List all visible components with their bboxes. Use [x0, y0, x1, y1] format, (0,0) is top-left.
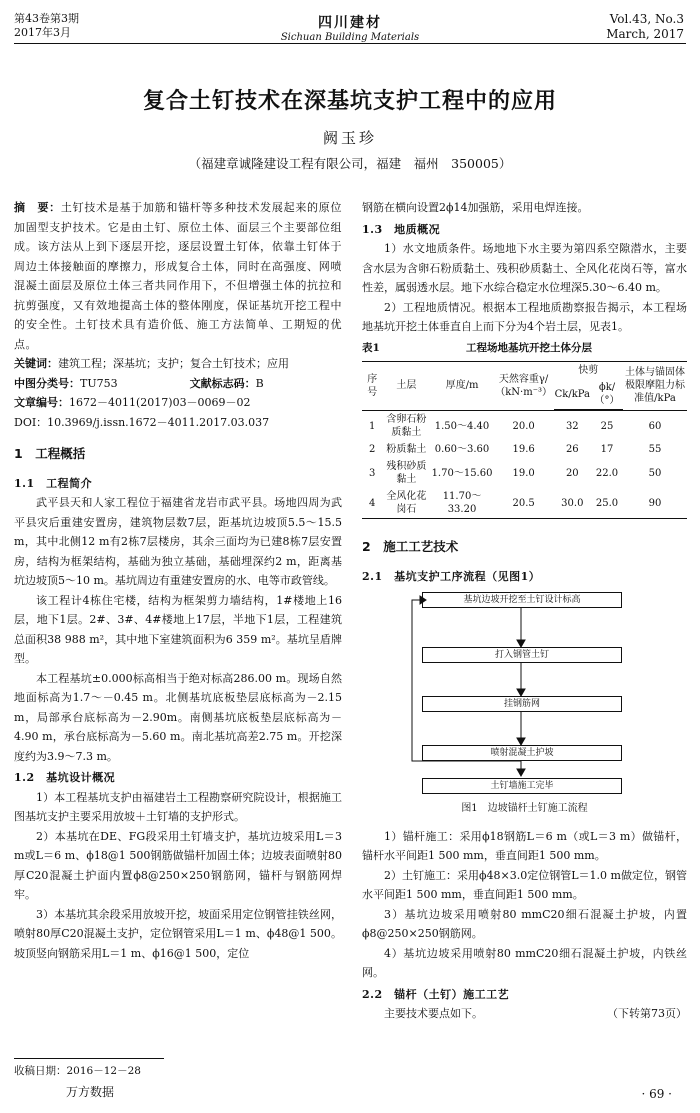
paragraph: 4）基坑边坡采用喷射80 mmC20细石混凝土护坡，内铁丝网。	[362, 946, 687, 979]
flow-arrows	[362, 592, 687, 797]
paragraph: 钢筋在横向设置2ϕ14加强筋，采用电焊连接。	[362, 201, 589, 214]
affiliation: （福建章诚隆建设工程有限公司，福建 福州 350005）	[188, 156, 512, 171]
paragraph: 3）基坑边坡采用喷射80 mmC20细石混凝土护坡，内置ϕ8@250×250钢筋网。	[362, 907, 687, 940]
volume-cn: 第43卷第3期	[14, 12, 79, 25]
th-no: 序号	[367, 373, 378, 398]
wanfang-watermark: 万方数据	[66, 1085, 115, 1099]
cell: 50	[648, 467, 662, 479]
volume-en: Vol.43, No.3	[609, 12, 684, 26]
th-thickness: 厚度/m	[445, 380, 479, 392]
header-volume-en	[606, 12, 684, 42]
cell: 19.0	[512, 467, 535, 479]
soil-layer-table	[362, 361, 687, 519]
journal-logo	[262, 12, 438, 43]
flow-step-shotcrete: 喷射混凝土护坡	[422, 745, 622, 761]
abstract-text: 土钉技术是基于加筋和锚杆等多种技术发展起来的原位加固型支护技术。它是由土钉、原位土体、面层三个主要部位组成。该方法从上到下逐层开挖，逐层设置土钉体，依靠土钉体于周边土体接触面的摩擦力，形成复合土体，同时在高强度、网喷混凝土面层及原位土体三者共同作用下，不但增强土体的抗拉和抗剪强度，又有效地提高土体的整体刚度，保证基坑开挖工程中的安全性。土钉技术具有造价低、施工方法简单、工期短的优点。	[14, 201, 342, 351]
section-2-heading: 2 施工工艺技术	[362, 539, 459, 554]
th-quick-shear: 快剪	[578, 365, 599, 376]
logo-en: Sichuan Building Materials	[280, 32, 420, 43]
table-row	[362, 441, 687, 458]
date-cn: 2017年3月	[14, 26, 71, 39]
cell: 19.6	[512, 444, 535, 455]
th-ck: Ck/kPa	[554, 379, 591, 410]
paragraph: 3）本基坑其余段采用放坡开挖，坡面采用定位钢管挂铁丝网，喷射80厚C20混凝土支护，定位钢管采用L＝1 m、ϕ48@1 500。坡顶竖向钢筋采用L＝1 m、ϕ16@1 500，定位	[14, 907, 342, 960]
section-2-2-heading: 2.2 锚杆（土钉）施工工艺	[362, 987, 510, 1001]
cell: 25.0	[595, 497, 619, 509]
paragraph: 2）土钉施工：采用ϕ48×3.0定位钢管L＝1.0 m做定位，钢管水平间距1 500 mm，垂直间距1 500 mm。	[362, 868, 687, 901]
cell: 1	[369, 420, 376, 432]
keywords	[14, 354, 342, 374]
cell: 20	[565, 467, 579, 479]
table-row	[362, 458, 687, 488]
date-en: March, 2017	[606, 27, 684, 41]
cell: 20.0	[512, 420, 535, 432]
clc-label: 中图分类号：	[14, 376, 80, 390]
left-column	[14, 198, 342, 963]
cell: 2	[369, 444, 376, 455]
paragraph: 武平县天和人家工程位于福建省龙岩市武平县。场地四周为武平县灾后重建安置房，建筑物层数7层，距基坑边坡顶5.5～15.5 m，其中北侧12 m有2栋7层楼房，其余三面均为已建8栋7层安置房，结构为框架结构，基础为独立基础，基础埋深约2 m，距离基坑边坡顶5～10 m。基坑周边有重建安置房的水、电等市政管线。	[14, 496, 342, 587]
cell: 17	[600, 444, 614, 455]
cell: 20.5	[512, 497, 535, 509]
doc-code-value: B	[255, 376, 264, 390]
paragraph: 本工程基坑±0.000标高相当于绝对标高286.00 m。现场自然地面标高为1.7～－0.45 m。北侧基坑底板垫层底标高为－2.15 m，局部承台底标高为－2.90m。南侧基坑底板垫层底标高为－4.90 m，承台底标高为－5.60 m。南北基坑高差2.75 m。开挖深度约为3.9～7.3 m。	[14, 671, 342, 763]
paragraph-with-continuation	[362, 1004, 687, 1024]
cell: 60	[648, 420, 662, 432]
article-no-label: 文章编号：	[14, 396, 69, 409]
section-1-heading: 1 工程概括	[14, 446, 86, 461]
th-unit-weight: 天然容重γ/（kN·m⁻³）	[495, 373, 552, 398]
cell: 22.0	[595, 467, 619, 479]
flow-diagram	[362, 592, 687, 797]
cell: 26	[565, 444, 579, 455]
keywords-text: 建筑工程；深基坑；支护；复合土钉技术；应用	[58, 357, 289, 370]
cell: 4	[369, 497, 376, 509]
cell: 0.60～3.60	[434, 444, 490, 455]
table-title: 工程场地基坑开挖土体分层	[466, 341, 592, 354]
table-number: 表1	[362, 341, 380, 354]
flow-step-drive-nails: 打入钢管土钉	[422, 647, 622, 663]
footnote-rule	[14, 1058, 164, 1059]
classification	[14, 374, 342, 394]
abstract-label: 摘 要：	[14, 201, 61, 214]
section-1-2-heading: 1.2 基坑设计概况	[14, 771, 116, 784]
section-1-1-heading: 1.1 工程简介	[14, 476, 93, 490]
abstract	[14, 198, 342, 354]
doi: DOI：10.3969/j.issn.1672－4011.2017.03.037	[14, 415, 270, 429]
logo-text: 四川建材	[318, 15, 382, 31]
article-number	[14, 393, 342, 413]
paragraph: 1）锚杆施工：采用ϕ18钢筋L＝6 m（或L＝3 m）做锚杆，锚杆水平间距1 500 mm，垂直间距1 500 mm。	[362, 829, 687, 862]
paragraph: 1）水文地质条件。场地地下水主要为第四系空隙潜水，主要含水层为含卵石粉质黏土、残积砂质黏土、全风化花岗石等，富水性差，属弱透水层。地下水综合稳定水位埋深5.30～6.40 m。	[362, 242, 687, 294]
section-1-3-heading: 1.3 地质概况	[362, 222, 441, 236]
cell: 90	[648, 497, 662, 509]
table-row	[362, 488, 687, 519]
cell: 残积砂质黏土	[386, 461, 427, 485]
flow-step-excavate: 基坑边坡开挖至土钉设计标高	[422, 592, 622, 608]
page-number: · 69 ·	[641, 1087, 672, 1101]
continued-note: （下转第73页）	[607, 1007, 687, 1020]
paragraph: 主要技术要点如下。	[384, 1007, 483, 1020]
received-date: 收稿日期：2016－12－28	[14, 1065, 141, 1077]
cell: 55	[648, 444, 662, 455]
cell: 1.50～4.40	[434, 420, 490, 432]
header-rule	[14, 43, 686, 44]
table-caption	[362, 339, 687, 359]
cell: 含卵石粉质黏土	[386, 414, 427, 438]
paper-title: 复合土钉技术在深基坑支护工程中的应用	[142, 89, 557, 114]
cell: 25	[600, 420, 614, 432]
cell: 粉质黏土	[386, 444, 427, 455]
paragraph: 该工程计4栋住宅楼，结构为框架剪力墙结构，1#楼地上16层，地下1层。2#、3#、4#楼地上17层，半地下1层，工程建筑总面积38 988 m²，其中地下室建筑面积为6 359 m²。基坑呈盾牌型。	[14, 593, 342, 665]
keywords-label: 关键词：	[14, 357, 58, 370]
cell: 3	[369, 467, 376, 479]
figure-caption: 图1 边坡锚杆土钉施工流程	[461, 803, 588, 814]
section-2-1-heading: 2.1 基坑支护工序流程（见图1）	[362, 569, 541, 583]
flow-step-mesh: 挂钢筋网	[422, 696, 622, 712]
header-volume	[14, 12, 79, 40]
doc-code-label: 文献标志码：	[189, 376, 256, 390]
table-row	[362, 411, 687, 442]
cell: 32	[565, 420, 579, 432]
th-layer: 土层	[396, 380, 417, 392]
th-friction: 土体与锚固体极限摩阻力标准值/kPa	[625, 367, 685, 405]
flow-step-complete: 土钉墙施工完毕	[422, 778, 622, 794]
paragraph: 1）本工程基坑支护由福建岩土工程勘察研究院设计，根据施工图基坑支护主要采用放坡＋土钉墙的支护形式。	[14, 790, 342, 823]
paragraph: 2）本基坑在DE、FG段采用土钉墙支护，基坑边坡采用L＝3 m或L＝6 m、ϕ18@1 500钢筋做锚杆加固土体；边坡表面喷射80厚C20混凝土护面内置ϕ8@250×250钢筋网，锚杆与钢筋网焊牢。	[14, 829, 342, 901]
clc-value: TU753	[80, 376, 118, 390]
article-no-value: 1672－4011(2017)03－0069－02	[69, 396, 251, 409]
right-column	[362, 198, 687, 1024]
paragraph: 2）工程地质情况。根据本工程地质勘察报告揭示，本工程场地基坑开挖土体垂直自上而下分为4个岩土层，见表1。	[362, 300, 687, 333]
author: 阙玉珍	[322, 129, 377, 147]
cell: 全风化花岗石	[386, 491, 427, 515]
th-phik: ϕk/（°）	[591, 379, 623, 410]
cell: 1.70～15.60	[431, 467, 493, 479]
cell: 30.0	[561, 497, 584, 509]
cell: 11.70～33.20	[442, 491, 482, 515]
